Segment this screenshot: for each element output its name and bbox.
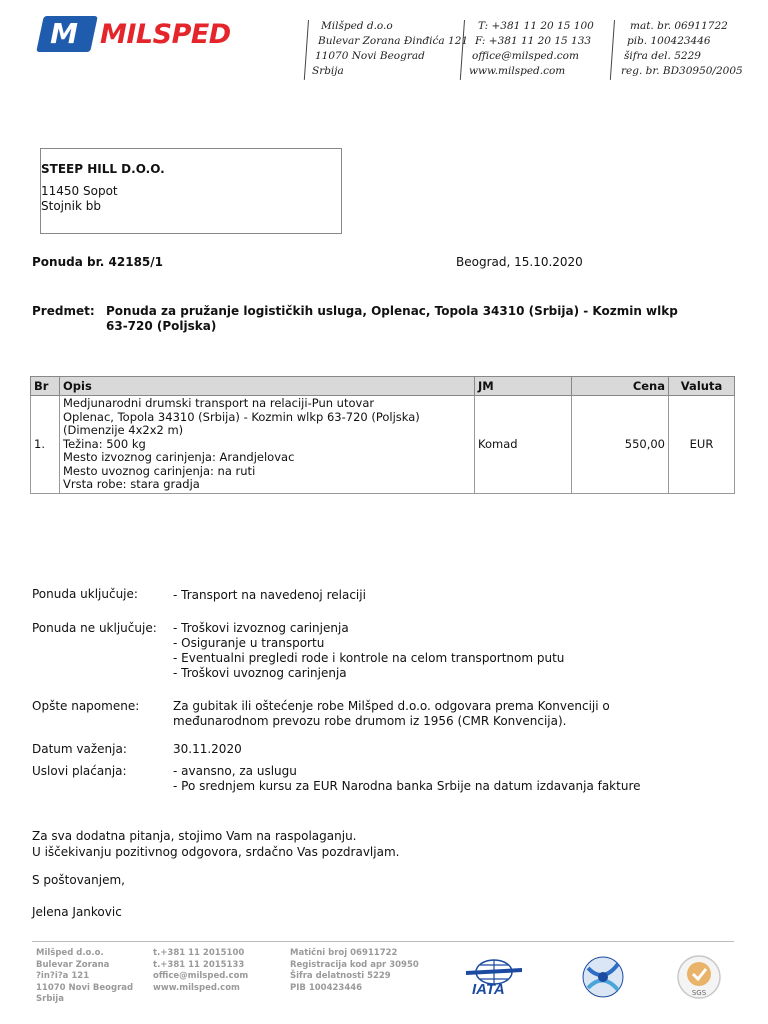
closing-line-2: U iščekivanju pozitivnog odgovora, srdačno Vas pozdravljam. — [32, 845, 400, 859]
notes-text: Za gubitak ili oštećenje robe Milšped d.o.o. odgovara prema Konvenciji o međunarodnom prevozu robe drumom iz 1956 (CMR Konvencija). — [173, 699, 610, 728]
validity-label: Datum važenja: — [32, 742, 127, 756]
recipient-box — [40, 148, 342, 234]
subject-label: Predmet: — [32, 304, 95, 318]
recipient-street: Stojnik bb — [41, 199, 101, 213]
header-divider — [610, 20, 615, 80]
iata-logo: IATA — [464, 956, 524, 1000]
validity-date: 30.11.2020 — [173, 742, 242, 756]
footer-address: Milšped d.o.o. Bulevar Zorana ?in?i?a 121 11070 Novi Beograd Srbija — [36, 948, 134, 1004]
offer-number: Ponuda br. 42185/1 — [32, 255, 164, 269]
payment-list: - avansno, za uslugu - Po srednjem kursu za EUR Narodna banka Srbije na datum izdavanja fakture — [173, 764, 641, 793]
cell-cena: 550,00 — [572, 396, 669, 494]
cell-jm: Komad — [475, 396, 572, 494]
payment-label: Uslovi plaćanja: — [32, 764, 127, 778]
footer-registry: Matični broj 06911722 Registracija kod apr 30950 Šifra delatnosti 5229 PIB 100423446 — [290, 948, 419, 993]
includes-label: Ponuda uključuje: — [32, 587, 138, 601]
cell-valuta: EUR — [669, 396, 735, 494]
signature-name: Jelena Jankovic — [32, 905, 122, 919]
recipient-city: 11450 Sopot — [41, 184, 118, 198]
fiata-emblem-icon — [580, 954, 626, 1000]
cell-opis: Medjunarodni drumski transport na relaciji-Pun utovar Oplenac, Topola 34310 (Srbija) - Kozmin wlkp 63-720 (Poljska) (Dimenzije 4x2x2 m) Težina: 500 kg Mesto izvoznog carinjenja: Arandjelovac Mesto uvoznog carinjenja: na ruti Vrsta robe: stara gradja — [60, 396, 475, 494]
footer-contact: t.+381 11 2015100 t.+381 11 2015133 office@milsped.com www.milsped.com — [153, 948, 249, 993]
table-header-row — [31, 377, 735, 396]
recipient-name: STEEP HILL D.O.O. — [41, 162, 165, 176]
logo-wordmark: MILSPED — [100, 19, 231, 50]
col-header-valuta: Valuta — [669, 377, 735, 396]
col-header-jm: JM — [475, 377, 572, 396]
footer-divider — [32, 941, 734, 942]
header-company-address: Milšped d.o.o Bulevar Zorana Đinđića 121 11070 Novi Beograd Srbija — [312, 20, 469, 77]
col-header-cena: Cena — [572, 377, 669, 396]
includes-list: - Transport na navedenoj relaciji — [173, 588, 366, 602]
svg-text:SGS: SGS — [691, 989, 707, 997]
col-header-opis: Opis — [60, 377, 475, 396]
logo-mark-icon: M — [36, 16, 98, 52]
subject-line-1: Ponuda za pružanje logističkih usluga, Oplenac, Topola 34310 (Srbija) - Kozmin wlkp — [106, 304, 678, 318]
regards: S poštovanjem, — [32, 873, 125, 887]
sgs-certification-seal — [676, 954, 722, 1000]
subject-line-2: 63-720 (Poljska) — [106, 319, 217, 333]
closing-line-1: Za sva dodatna pitanja, stojimo Vam na raspolaganju. — [32, 829, 357, 843]
col-header-br: Br — [31, 377, 60, 396]
sgs-seal-icon — [676, 954, 722, 1000]
header-divider — [304, 20, 309, 80]
cell-br: 1. — [31, 396, 60, 494]
excludes-label: Ponuda ne uključuje: — [32, 621, 157, 635]
notes-label: Opšte napomene: — [32, 699, 140, 713]
header-registry: mat. br. 06911722 pib. 100423446 šifra del. 5229 reg. br. BD30950/2005 — [621, 20, 743, 77]
milsped-logo — [40, 16, 262, 54]
table-row — [31, 396, 735, 494]
offer-items-table — [30, 376, 735, 494]
header-contact: T: +381 11 20 15 100 F: +381 11 20 15 133 office@milsped.com www.milsped.com — [469, 20, 594, 77]
excludes-list: - Troškovi izvoznog carinjenja - Osiguranje u transportu - Eventualni pregledi rode i kontrole na celom transportnom putu - Troškovi uvoznog carinjenja — [173, 621, 565, 680]
place-date: Beograd, 15.10.2020 — [456, 255, 583, 269]
